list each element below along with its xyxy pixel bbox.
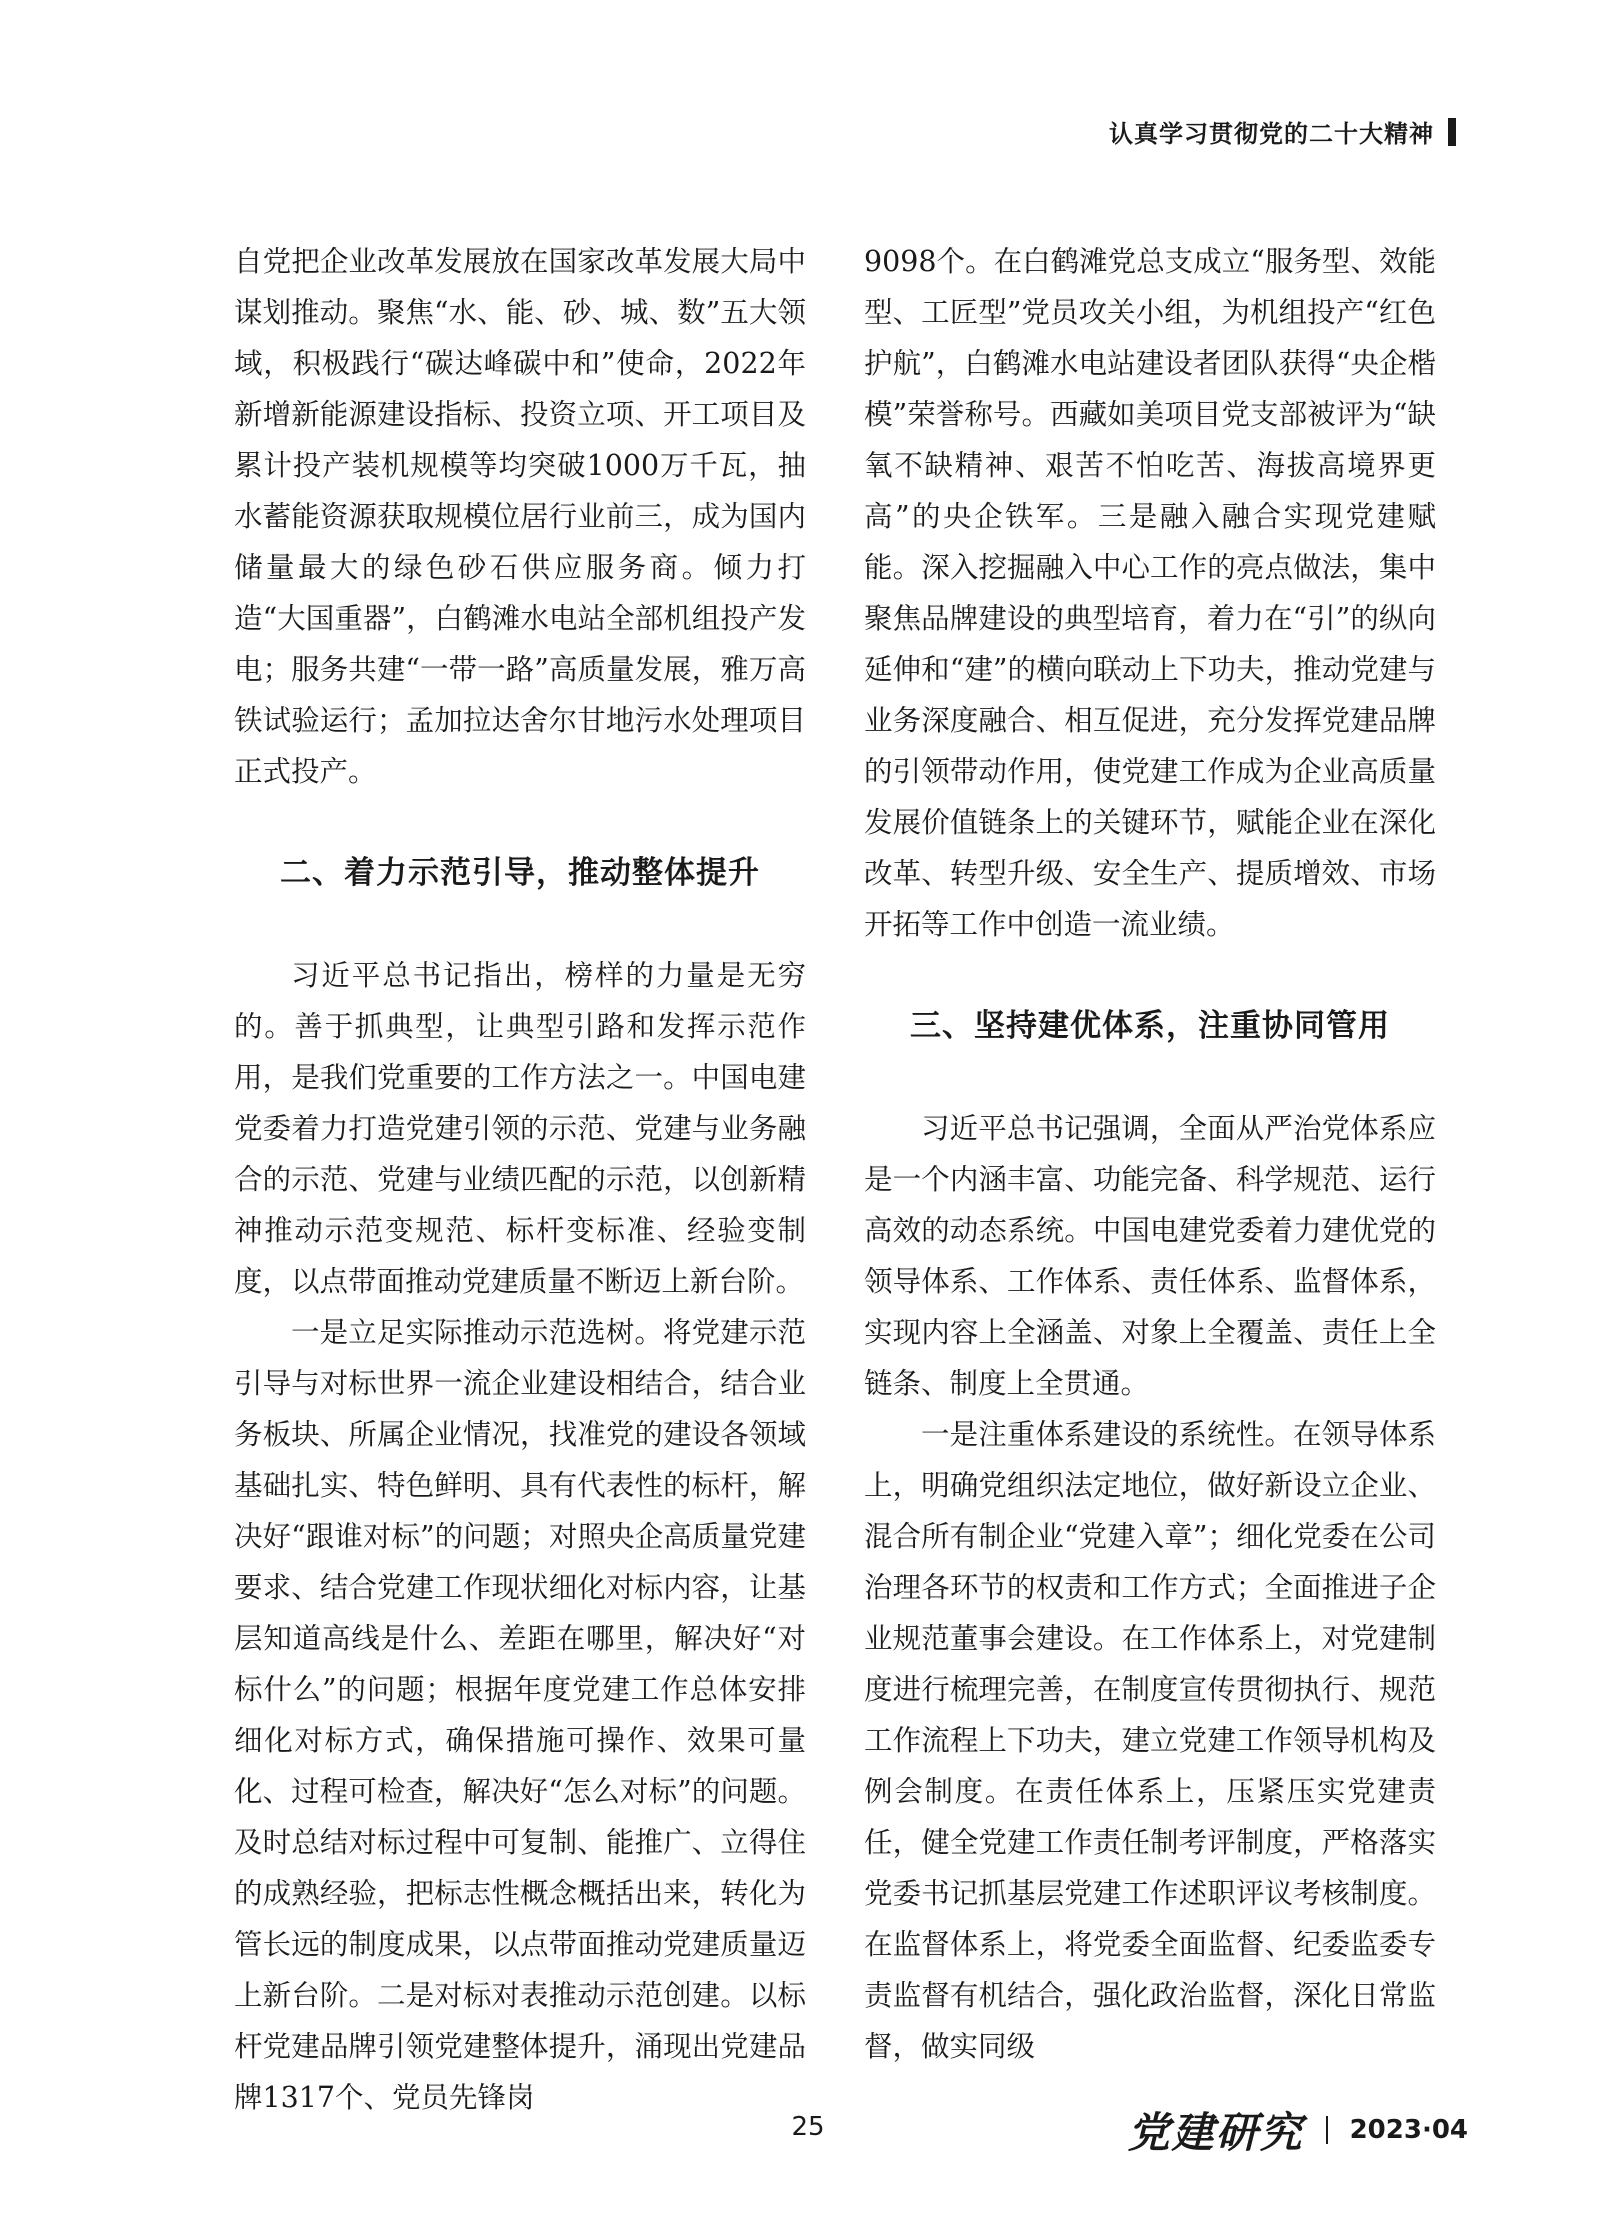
journal-logo: 党建研究 <box>1127 2108 1304 2157</box>
page-number: 25 <box>791 2112 825 2142</box>
section-heading-2: 二、着力示范引导，推动整体提升 <box>280 855 760 891</box>
paragraph-continuation: 9098个。在白鹤滩党总支成立“服务型、效能型、工匠型”党员攻关小组，为机组投产“红色护航”，白鹤滩水电站建设者团队获得“央企楷模”荣誉称号。西藏如美项目党支部被评为“缺氧不缺精神、艰苦不怕吃苦、海拔高境界更高”的央企铁军。三是融入融合实现党建赋能。深入挖掘融入中心工作的亮点做法，集中聚焦品牌建设的典型培育，着力在“引”的纵向延伸和“建”的横向联动上下功夫，推动党建与业务深度融合、相互促进，充分发挥党建品牌的引领带动作用，使党建工作成为企业高质量发展价值链条上的关键环节，赋能企业在深化改革、转型升级、安全生产、提质增效、市场开拓等工作中创造一流业绩。 <box>864 245 1436 941</box>
header-bar-mark <box>1448 118 1456 146</box>
paragraph: 一是立足实际推动示范选树。将党建示范引导与对标世界一流企业建设相结合，结合业务板块、所属企业情况，找准党的建设各领域基础扎实、特色鲜明、具有代表性的标杆，解决好“跟谁对标”的问题；对照央企高质量党建要求、结合党建工作现状细化对标内容，让基层知道高线是什么、差距在哪里，解决好“对标什么”的问题；根据年度党建工作总体安排细化对标方式，确保措施可操作、效果可量化、过程可检查，解决好“怎么对标”的问题。及时总结对标过程中可复制、能推广、立得住的成熟经验，把标志性概念概括出来，转化为管长远的制度成果，以点带面推动党建质量迈上新台阶。二是对标对表推动示范创建。以标杆党建品牌引领党建整体提升，涌现出党建品牌1317个、党员先锋岗 <box>234 1316 806 2114</box>
left-column <box>234 236 806 2123</box>
paragraph: 一是注重体系建设的系统性。在领导体系上，明确党组织法定地位，做好新设立企业、混合所有制企业“党建入章”；细化党委在公司治理各环节的权责和工作方式；全面推进子企业规范董事会建设。在工作体系上，对党建制度进行梳理完善，在制度宣传贯彻执行、规范工作流程上下功夫，建立党建工作领导机构及例会制度。在责任体系上，压紧压实党建责任，健全党建工作责任制考评制度，严格落实党委书记抓基层党建工作述职评议考核制度。在监督体系上，将党委全面监督、纪委监委专责监督有机结合，强化政治监督，深化日常监督，做实同级 <box>864 1418 1436 2063</box>
journal-issue: 2023·04 <box>1349 2115 1468 2145</box>
running-header <box>1109 114 1456 149</box>
right-column <box>864 236 1436 2072</box>
paragraph-continuation: 自党把企业改革发展放在国家改革发展大局中谋划推动。聚焦“水、能、砂、城、数”五大领域，积极践行“碳达峰碳中和”使命，2022年新增新能源建设指标、投资立项、开工项目及累计投产装机规模等均突破1000万千瓦，抽水蓄能资源获取规模位居行业前三，成为国内储量最大的绿色砂石供应服务商。倾力打造“大国重器”，白鹤滩水电站全部机组投产发电；服务共建“一带一路”高质量发展，雅万高铁试验运行；孟加拉达舍尔甘地污水处理项目正式投产。 <box>234 245 806 788</box>
footer-separator <box>1326 2116 1328 2144</box>
paragraph: 习近平总书记指出，榜样的力量是无穷的。善于抓典型，让典型引路和发挥示范作用，是我们党重要的工作方法之一。中国电建党委着力打造党建引领的示范、党建与业务融合的示范、党建与业绩匹配的示范，以创新精神推动示范变规范、标杆变标准、经验变制度，以点带面推动党建质量不断迈上新台阶。 <box>234 959 806 1298</box>
section-heading-3: 三、坚持建优体系，注重协同管用 <box>910 1008 1390 1044</box>
footer-journal <box>1128 2100 1468 2160</box>
paragraph: 习近平总书记强调，全面从严治党体系应是一个内涵丰富、功能完备、科学规范、运行高效的动态系统。中国电建党委着力建优党的领导体系、工作体系、责任体系、监督体系，实现内容上全涵盖、对象上全覆盖、责任上全链条、制度上全贯通。 <box>864 1112 1436 1400</box>
running-header-title: 认真学习贯彻党的二十大精神 <box>1109 120 1434 148</box>
